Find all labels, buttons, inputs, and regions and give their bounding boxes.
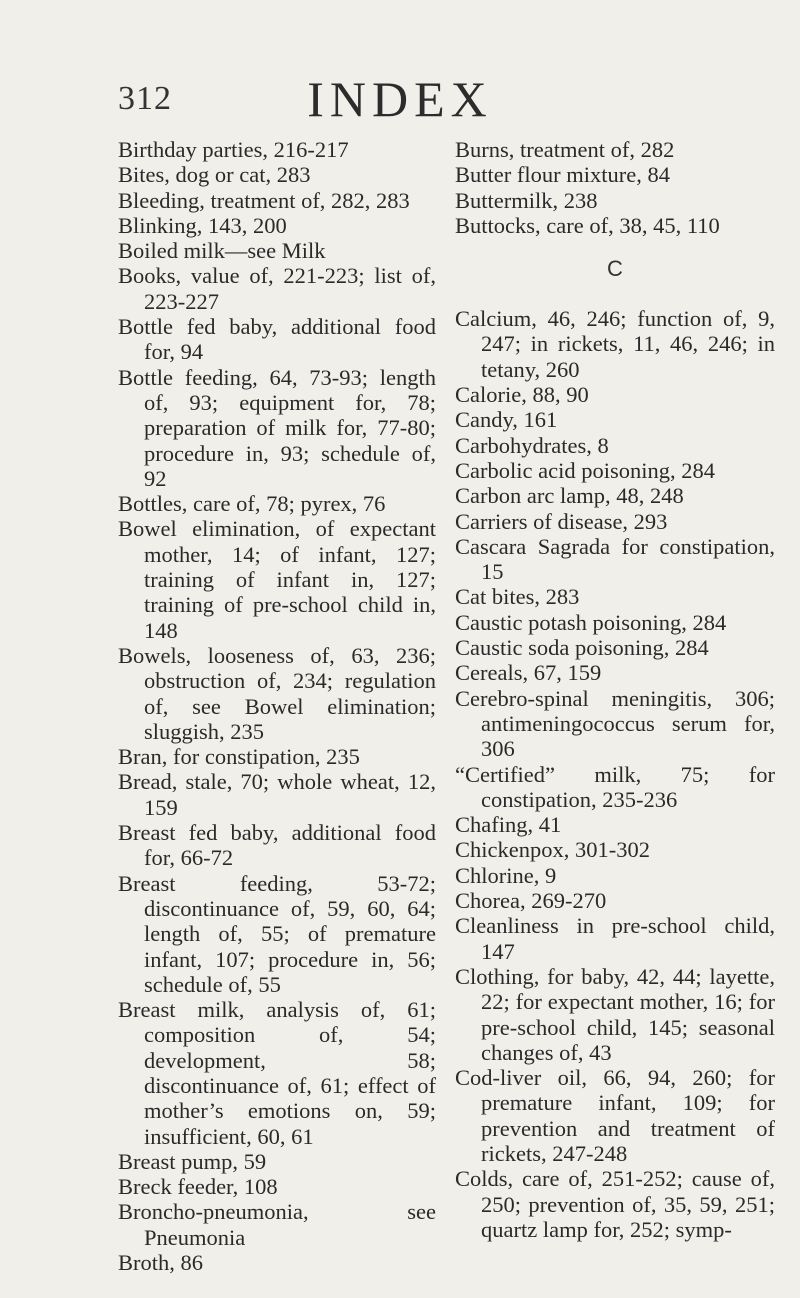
index-entry: Caustic soda poisoning, 284 xyxy=(455,635,709,661)
index-entry: Buttermilk, 238 xyxy=(455,187,598,213)
index-entry: Bowels, looseness of, 63, 236; obstruction of, 234; regulation of, see Bowel elimination; sluggish, 235 xyxy=(118,642,436,744)
index-entry: Cat bites, 283 xyxy=(455,584,580,610)
index-entry: “Certified” milk, 75; for constipation, 235-236 xyxy=(455,761,775,812)
index-entry: Broncho-pneumonia, see Pneumonia xyxy=(118,1199,436,1250)
index-entry: Buttocks, care of, 38, 45, 110 xyxy=(455,212,720,238)
index-entry: Breast pump, 59 xyxy=(118,1148,267,1174)
index-entry: Chlorine, 9 xyxy=(455,862,557,888)
index-entry: Cod-liver oil, 66, 94, 260; for premature infant, 109; for prevention and treatment of rickets, 247-248 xyxy=(455,1065,775,1166)
index-entry: Burns, treatment of, 282 xyxy=(455,137,675,162)
index-entry: Bread, stale, 70; whole wheat, 12, 159 xyxy=(118,769,436,820)
index-entry: Cerebro-spinal meningitis, 306; antimeningococcus serum for, 306 xyxy=(455,685,775,762)
right-column xyxy=(455,137,775,1242)
index-entry: Chafing, 41 xyxy=(455,812,562,838)
index-entry: Bites, dog or cat, 283 xyxy=(118,162,311,188)
index-entry: Colds, care of, 251-252; cause of, 250; prevention of, 35, 59, 251; quartz lamp for, 252; symp- xyxy=(455,1166,775,1242)
index-entry: Bran, for constipation, 235 xyxy=(118,744,360,770)
index-entry: Chickenpox, 301-302 xyxy=(455,837,650,863)
index-entry: Books, value of, 221-223; list of, 223-227 xyxy=(118,263,436,314)
index-entry: Clothing, for baby, 42, 44; layette, 22; for expectant mother, 16; for pre-school child, 145; seasonal changes of, 43 xyxy=(455,963,775,1065)
index-entry: Calorie, 88, 90 xyxy=(455,382,589,408)
index-entry: Breast milk, analysis of, 61; composition of, 54; development, 58; discontinuance of, 61; effect of mother’s emotions on, 59; insufficient, 60, 61 xyxy=(118,997,436,1149)
page-header xyxy=(0,70,800,130)
index-entry: Boiled milk—see Milk xyxy=(118,238,326,264)
index-entry: Bottle fed baby, additional food for, 94 xyxy=(118,314,436,365)
index-entry: Butter flour mixture, 84 xyxy=(455,162,670,188)
index-entry: Chorea, 269-270 xyxy=(455,888,607,914)
left-column xyxy=(118,137,436,1275)
index-entry: Bowel elimination, of expectant mother, 14; of infant, 127; training of infant in, 127; training of pre-school child in, 148 xyxy=(118,516,436,643)
index-entry: Breast feeding, 53-72; discontinuance of, 59, 60, 64; length of, 55; of premature infant, 107; procedure in, 56; schedule of, 55 xyxy=(118,870,436,997)
index-entry: Carriers of disease, 293 xyxy=(455,508,668,534)
index-entry: Bottles, care of, 78; pyrex, 76 xyxy=(118,491,386,517)
page-number: 312 xyxy=(118,80,172,117)
index-entry: Carbohydrates, 8 xyxy=(455,432,609,458)
index-entry: Birthday parties, 216-217 xyxy=(118,137,349,162)
index-entry: Bleeding, treatment of, 282, 283 xyxy=(118,187,410,213)
index-entry: Cascara Sagrada for constipation, 15 xyxy=(455,533,775,585)
index-entry: Calcium, 46, 246; function of, 9, 247; in rickets, 11, 46, 246; in tetany, 260 xyxy=(455,306,775,382)
index-entry: Caustic potash poisoning, 284 xyxy=(455,609,727,635)
index-entry: Candy, 161 xyxy=(455,407,558,433)
index-entry: Breck feeder, 108 xyxy=(118,1174,278,1200)
running-head-title: INDEX xyxy=(307,71,493,127)
index-entry: Breast fed baby, additional food for, 66-72 xyxy=(118,820,436,871)
index-entry: Broth, 86 xyxy=(118,1250,204,1276)
index-entry: Carbolic acid poisoning, 284 xyxy=(455,457,715,483)
index-entry: Carbon arc lamp, 48, 248 xyxy=(455,483,684,509)
section-letter: C xyxy=(607,256,623,282)
index-entry: Cereals, 67, 159 xyxy=(455,660,602,686)
index-entry: Bottle feeding, 64, 73-93; length of, 93; equipment for, 78; preparation of milk for, 77-80; procedure in, 93; schedule of, 92 xyxy=(118,364,436,491)
index-entry: Blinking, 143, 200 xyxy=(118,212,287,238)
index-entry: Cleanliness in pre-school child, 147 xyxy=(455,913,775,964)
